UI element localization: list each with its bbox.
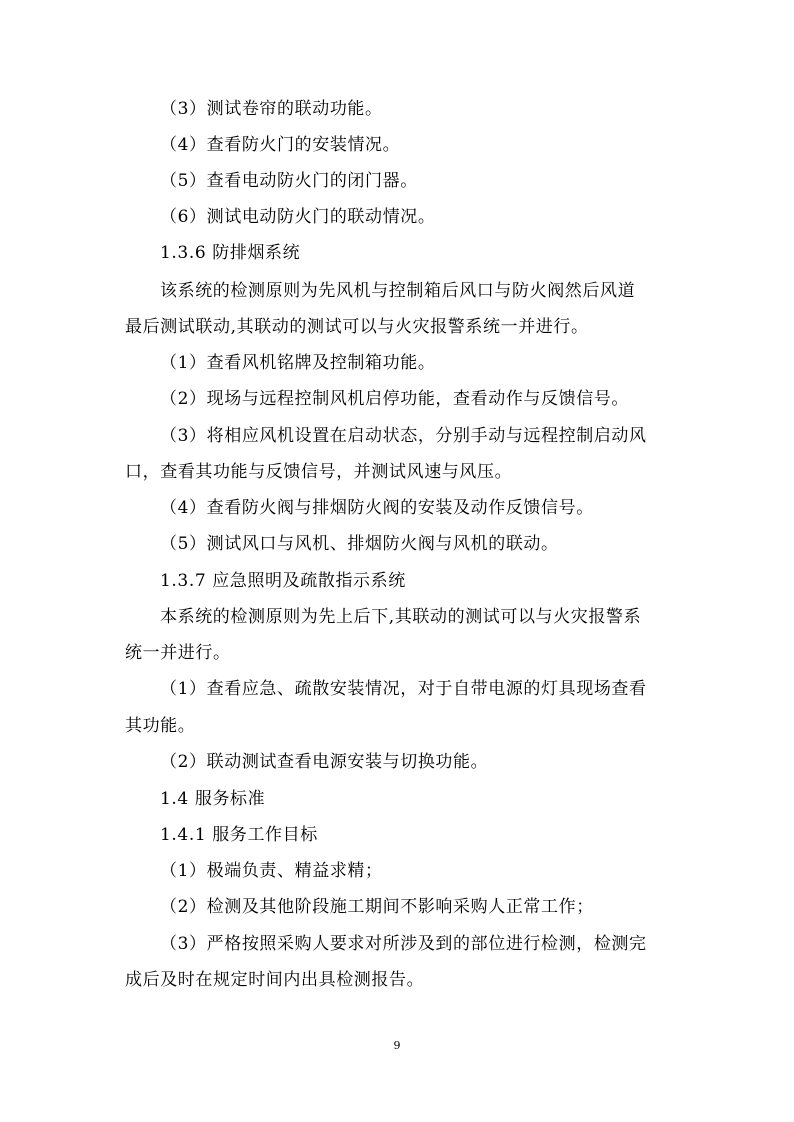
list-item-goal-no-disruption: （2）检测及其他阶段施工期间不影响采购人正常工作； (160, 897, 594, 917)
list-item-fan-startup-line-1: （3）将相应风机设置在启动状态，分别手动与远程控制启动风 (160, 426, 647, 446)
list-item-fan-remote-control: （2）现场与远程控制风机启停功能，查看动作与反馈信号。 (160, 389, 630, 409)
subsection-heading-service-goals: 1.4.1 服务工作目标 (160, 825, 318, 845)
list-item-fan-nameplate: （1）查看风机铭牌及控制箱功能。 (160, 353, 436, 373)
list-item-check-evacuation-line-2: 其功能。 (125, 716, 196, 736)
paragraph-smoke-principle-line-2: 最后测试联动,其联动的测试可以与火灾报警系统一并进行。 (125, 317, 589, 337)
list-item-power-switch-test: （2）联动测试查看电源安装与切换功能。 (160, 752, 489, 772)
section-heading-service-standard: 1.4 服务标准 (160, 789, 266, 809)
list-item-goal-strict-inspection-line-2: 成后及时在规定时间内出具检测报告。 (125, 970, 425, 990)
paragraph-lighting-principle-line-1: 本系统的检测原则为先上后下,其联动的测试可以与火灾报警系 (160, 607, 642, 627)
paragraph-lighting-principle-line-2: 统一并进行。 (125, 643, 231, 663)
list-item-vent-fan-linkage: （5）测试风口与风机、排烟防火阀与风机的联动。 (160, 534, 559, 554)
paragraph-smoke-principle-line-1: 该系统的检测原则为先风机与控制箱后风口与防火阀然后风道 (160, 281, 636, 301)
list-item-check-fire-door-install: （4）查看防火门的安装情况。 (160, 135, 401, 155)
list-item-check-door-closer: （5）查看电动防火门的闭门器。 (160, 171, 418, 191)
section-heading-smoke-control: 1.3.6 防排烟系统 (160, 243, 301, 263)
list-item-goal-strict-inspection-line-1: （3）严格按照采购人要求对所涉及到的部位进行检测，检测完 (160, 934, 647, 954)
list-item-test-fire-door-linkage: （6）测试电动防火门的联动情况。 (160, 207, 436, 227)
list-item-check-evacuation-line-1: （1）查看应急、疏散安装情况，对于自带电源的灯具现场查看 (160, 679, 647, 699)
list-item-test-shutter-linkage: （3）测试卷帘的联动功能。 (160, 99, 383, 119)
section-heading-emergency-lighting: 1.3.7 应急照明及疏散指示系统 (160, 571, 406, 591)
page-number: 9 (393, 1039, 401, 1052)
list-item-fan-startup-line-2: 口，查看其功能与反馈信号，并测试风速与风压。 (125, 462, 513, 482)
list-item-damper-install: （4）查看防火阀与排烟防火阀的安装及动作反馈信号。 (160, 498, 594, 518)
list-item-goal-responsibility: （1）极端负责、精益求精； (160, 861, 383, 881)
